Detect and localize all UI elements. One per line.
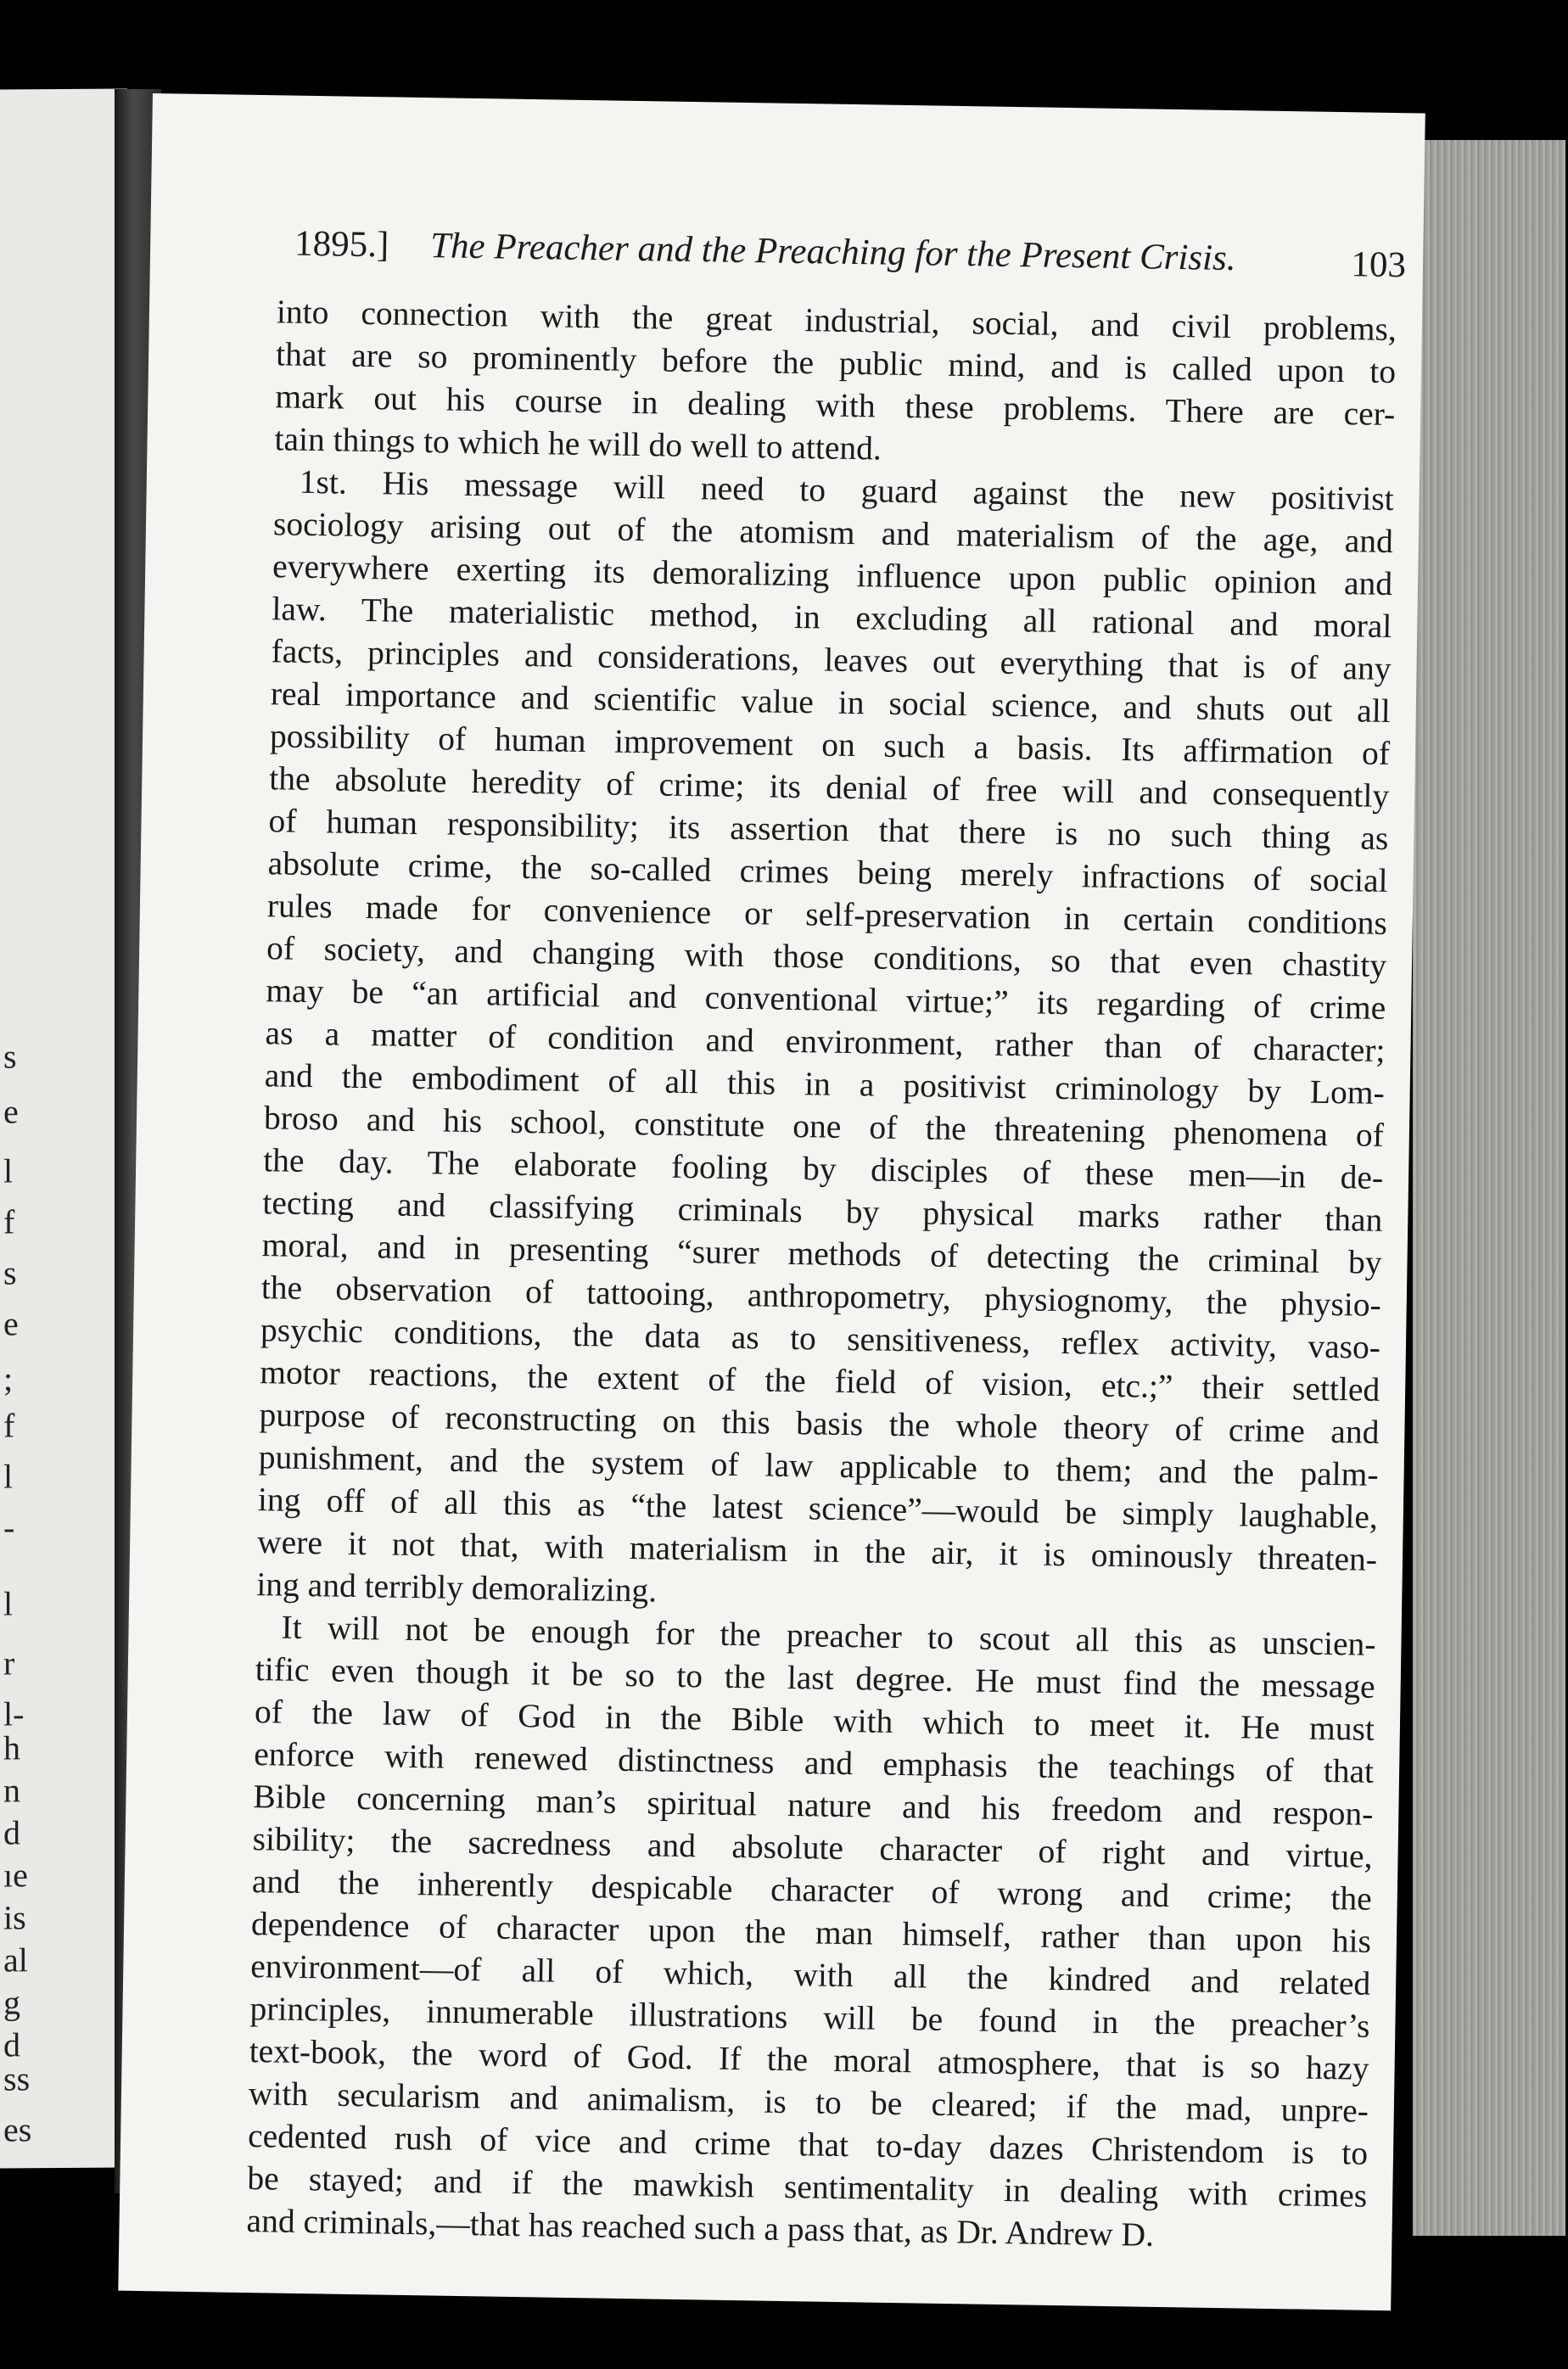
text-line: with secularism and animalism, is to be cleared; if the mad, unpre-	[248, 2075, 1369, 2130]
left-page-fragment: ss	[3, 2059, 31, 2098]
left-page-fragment: ıe	[3, 1856, 28, 1895]
text-line: tain things to which he will do well to attend.	[274, 420, 882, 468]
left-page-fragment: ;	[3, 1359, 14, 1398]
text-line: of society, and changing with those conditions, so that even chastity	[266, 929, 1387, 984]
text-line: It will not be enough for the preacher to scout all this as unscien-	[281, 1608, 1376, 1663]
left-page-fragment: d	[3, 2025, 20, 2064]
body-text	[246, 290, 1397, 2259]
text-line: of human responsibility; its assertion that there is no such thing as	[268, 802, 1389, 857]
running-header	[294, 223, 1407, 292]
text-line: tecting and classifying criminals by physical marks rather than	[262, 1184, 1383, 1239]
left-page-fragment: is	[3, 1898, 26, 1937]
book-page	[118, 93, 1425, 2310]
text-line: law. The materialistic method, in excluding all rational and moral	[272, 590, 1392, 646]
text-line: the day. The elaborate fooling by disciples of these men—in de-	[262, 1141, 1384, 1196]
text-line: mark out his course in dealing with these problems. There are cer-	[275, 378, 1396, 434]
text-line: of the law of God in the Bible with which to meet it. He must	[254, 1693, 1375, 1748]
left-page-fragment: l	[3, 1457, 14, 1496]
left-page-fragment: l	[3, 1584, 14, 1623]
left-page-fragment: f	[3, 1406, 15, 1445]
left-page-fragment: d	[3, 1813, 20, 1852]
text-line: tific even though it be so to the last degree. He must find the message	[255, 1650, 1376, 1705]
header-title: The Preacher and the Preaching for the Present Crisis.	[429, 226, 1236, 279]
left-page-fragment: l-	[3, 1694, 25, 1733]
text-line: enforce with renewed distinctness and emphasis the teachings of that	[253, 1735, 1375, 1790]
text-line: broso and his school, constitute one of the threatening phenomena of	[263, 1099, 1385, 1154]
left-page-fragment: f	[3, 1202, 15, 1241]
text-line: and the inherently despicable character of wrong and crime; the	[251, 1862, 1373, 1918]
text-line: punishment, and the system of law applicable to them; and the palm-	[258, 1438, 1379, 1493]
left-page-fragment: e	[3, 1092, 19, 1131]
text-line: everywhere exerting its demoralizing influence upon public opinion and	[272, 547, 1393, 603]
text-line: were it not that, with materialism in the air, it is ominously threaten-	[256, 1523, 1378, 1578]
text-line: sociology arising out of the atomism and materialism of the age, and	[272, 505, 1394, 561]
text-line: possibility of human improvement on such a basis. Its affirmation of	[269, 717, 1391, 772]
left-page-edge	[0, 88, 127, 2168]
text-line: that are so prominently before the public mind, and is called upon to	[275, 335, 1397, 391]
left-page-fragment: s	[3, 1253, 17, 1292]
text-line: be stayed; and if the mawkish sentimentality in dealing with crimes	[247, 2159, 1368, 2215]
text-line: moral, and in presenting “surer methods of detecting the criminal by	[261, 1226, 1382, 1281]
text-line: principles, innumerable illustrations will be found in the preacher’s	[249, 1990, 1370, 2045]
text-line: environment—of all of which, with all the kindred and related	[250, 1947, 1371, 2002]
text-line: sibility; the sacredness and absolute character of right and virtue,	[252, 1820, 1373, 1875]
text-line: and criminals,—that has reached such a pass that, as Dr. Andrew D.	[246, 2202, 1155, 2254]
page-number: 103	[1351, 244, 1407, 286]
text-line: rules made for convenience or self-preservation in certain conditions	[266, 887, 1388, 942]
text-line: dependence of character upon the man himself, rather than upon his	[250, 1905, 1372, 1960]
left-page-fragment: h	[3, 1728, 20, 1767]
text-line: absolute crime, the so-called crimes being merely infractions of social	[267, 844, 1388, 899]
left-page-fragment: es	[3, 2110, 32, 2149]
text-line: and the embodiment of all this in a positivist criminology by Lom-	[264, 1056, 1386, 1112]
left-page-fragment: n	[3, 1771, 20, 1810]
header-year: 1895.]	[294, 223, 389, 266]
text-line: may be “an artificial and conventional virtue;” its regarding of crime	[266, 972, 1386, 1027]
left-page-fragment: g	[3, 1983, 20, 2022]
text-line: purpose of reconstructing on this basis the whole theory of crime and	[259, 1396, 1380, 1451]
text-line: ing off of all this as “the latest science”—would be simply laughable,	[257, 1481, 1379, 1536]
text-line: as a matter of condition and environment, rather than of character;	[265, 1014, 1386, 1069]
text-line: facts, principles and considerations, leaves out everything that is of any	[271, 632, 1392, 688]
text-line: real importance and scientific value in social science, and shuts out all	[270, 675, 1392, 731]
text-line: ing and terribly demoralizing.	[256, 1565, 658, 1610]
left-page-fragment: al	[3, 1941, 28, 1980]
text-line: into connection with the great industrial, social, and civil problems,	[276, 293, 1397, 349]
text-line: text-book, the word of God. If the moral atmosphere, that is so hazy	[249, 2032, 1369, 2087]
text-line: 1st. His message will need to guard against the new positivist	[299, 462, 1395, 518]
left-page-fragment: r	[3, 1644, 15, 1683]
text-line: Bible concerning man’s spiritual nature and his freedom and respon-	[253, 1778, 1374, 1833]
left-page-fragment: s	[3, 1037, 17, 1076]
left-page-fragment: e	[3, 1304, 19, 1343]
text-line: psychic conditions, the data as to sensitiveness, reflex activity, vaso-	[260, 1311, 1381, 1366]
left-page-fragment: -	[3, 1508, 15, 1547]
text-line: the observation of tattooing, anthropometry, physiognomy, the physio-	[260, 1269, 1382, 1324]
text-line: cedented rush of vice and crime that to-day dazes Christendom is to	[247, 2117, 1369, 2172]
text-line: the absolute heredity of crime; its denial of free will and consequently	[268, 759, 1390, 815]
page-edges-stack	[1413, 140, 1565, 2236]
text-line: motor reactions, the extent of the field of vision, etc.;” their settled	[259, 1353, 1380, 1409]
left-page-fragment: l	[3, 1151, 14, 1190]
